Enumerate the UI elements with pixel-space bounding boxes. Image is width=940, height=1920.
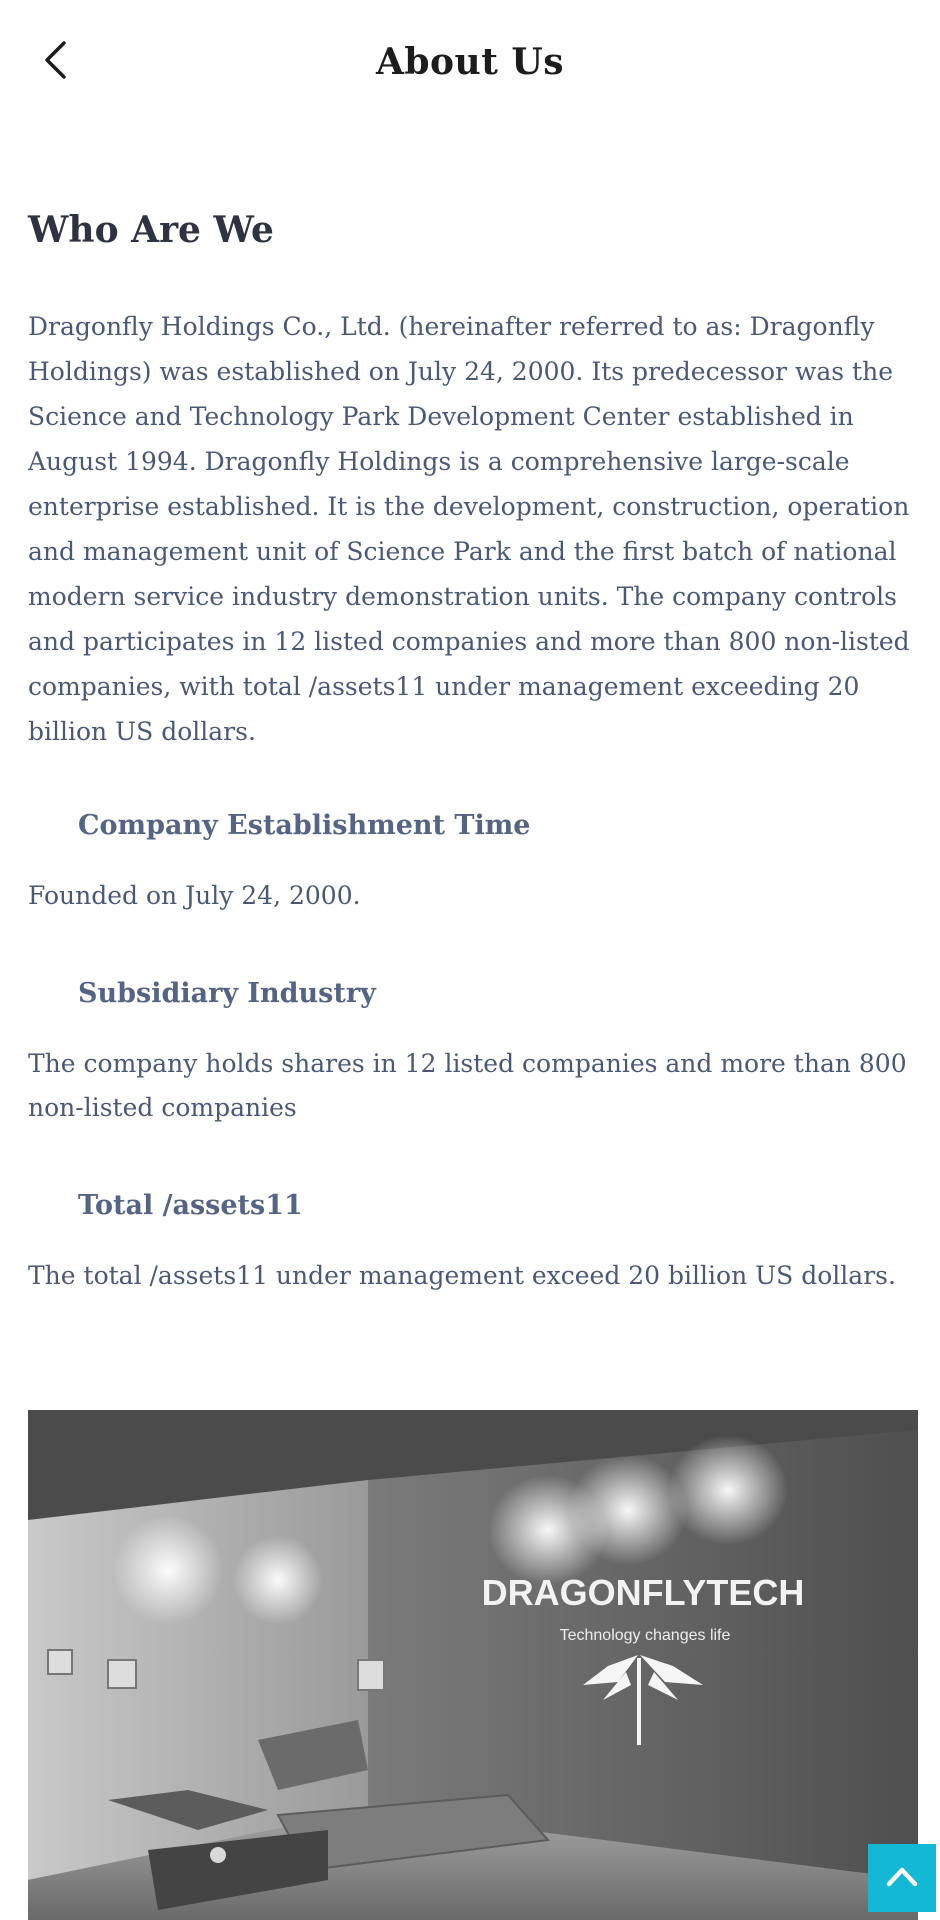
brand-slogan-text: Technology changes life [559, 1627, 731, 1644]
office-lobby-photo [28, 1410, 918, 1920]
about-content [28, 200, 918, 1352]
subsidiary-industry-heading: Subsidiary Industry [78, 978, 376, 1009]
page-title: About Us [375, 41, 565, 83]
total-assets-heading: Total /assets11 [78, 1190, 303, 1221]
scroll-to-top-button[interactable] [868, 1844, 936, 1912]
chevron-up-icon [885, 1864, 919, 1892]
back-button[interactable] [38, 40, 72, 84]
establishment-time-heading: Company Establishment Time [78, 810, 531, 841]
top-bar [0, 0, 940, 124]
who-are-we-heading: Who Are We [28, 209, 274, 251]
brand-sign-text: DRAGONFLYTECH [481, 1572, 805, 1613]
intro-paragraph: Dragonfly Holdings Co., Ltd. (hereinafter referred to as: Dragonfly Holdings) was established on July 24, 2000. Its predecessor was the Science and Technology Park Development Center established in August 1994. Dragonfly Holdings is a comprehensive large-scale enterprise established. It is the development, construction, operation and management unit of Science Park and the first batch of national modern service industry demonstration units. The company controls and participates in 12 listed companies and more than 800 non-listed companies, with total /assets11 under management exceeding 20 billion US dollars. [28, 312, 910, 746]
chevron-left-icon [42, 40, 68, 84]
subsidiary-industry-text: The company holds shares in 12 listed companies and more than 800 non-listed companies [28, 1049, 907, 1122]
total-assets-text: The total /assets11 under management exceed 20 billion US dollars. [28, 1261, 896, 1290]
establishment-time-text: Founded on July 24, 2000. [28, 881, 361, 910]
